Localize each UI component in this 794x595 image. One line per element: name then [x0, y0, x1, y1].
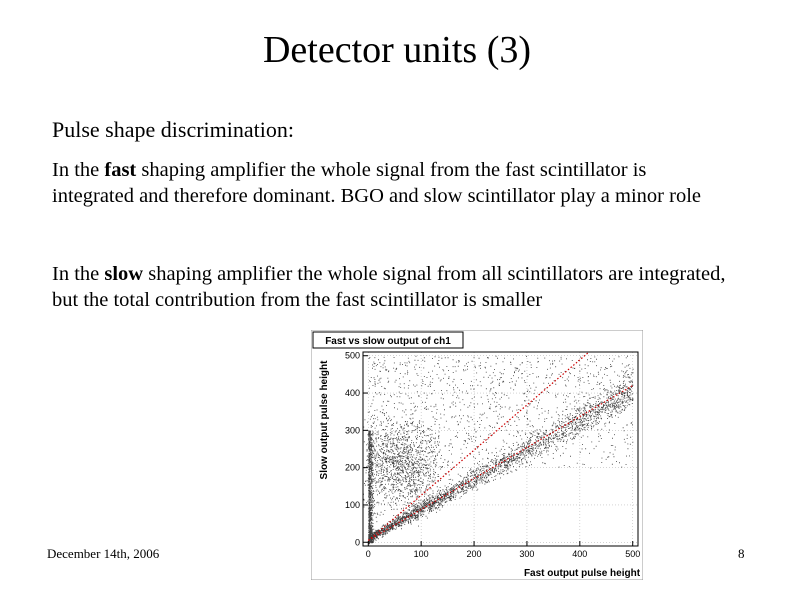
y-tick-label: 0 — [354, 537, 360, 548]
x-tick-label: 300 — [519, 549, 535, 559]
paragraph-slow — [52, 261, 732, 313]
x-tick-label: 200 — [466, 549, 482, 559]
footer-date: December 14th, 2006 — [47, 546, 160, 561]
slide-title: Detector units (3) — [262, 29, 532, 71]
y-tick-label: 500 — [344, 350, 360, 361]
paragraph-slow-post: shaping amplifier the whole signal from all scintillators are integrated, but the total contribution from the fast scintillator is smaller — [52, 263, 726, 311]
x-tick-label: 100 — [413, 549, 429, 559]
footer-page-number: 8 — [738, 546, 745, 561]
x-tick-label: 0 — [365, 549, 371, 559]
plot-title: Fast vs slow output of ch1 — [325, 336, 451, 347]
y-tick-label: 400 — [344, 388, 360, 399]
y-tick-label: 200 — [344, 462, 360, 473]
scatter-plot — [311, 330, 643, 580]
paragraph-fast-pre: In the — [52, 159, 105, 181]
plot-ylabel: Slow output pulse height — [319, 360, 330, 480]
paragraph-slow-bold: slow — [104, 263, 144, 285]
paragraph-fast — [52, 157, 732, 209]
slide-subtitle: Pulse shape discrimination: — [52, 117, 294, 142]
paragraph-fast-post: shaping amplifier the whole signal from the fast scintillator is integrated and therefore dominant. BGO and slow scintillator play a minor role — [52, 159, 701, 207]
paragraph-fast-bold: fast — [104, 159, 137, 181]
x-tick-label: 400 — [572, 549, 588, 559]
plot-xlabel: Fast output pulse height — [523, 568, 641, 579]
y-tick-label: 300 — [344, 425, 360, 436]
paragraph-slow-pre: In the — [52, 263, 105, 285]
y-tick-label: 100 — [344, 499, 360, 510]
x-tick-label: 500 — [625, 549, 641, 559]
